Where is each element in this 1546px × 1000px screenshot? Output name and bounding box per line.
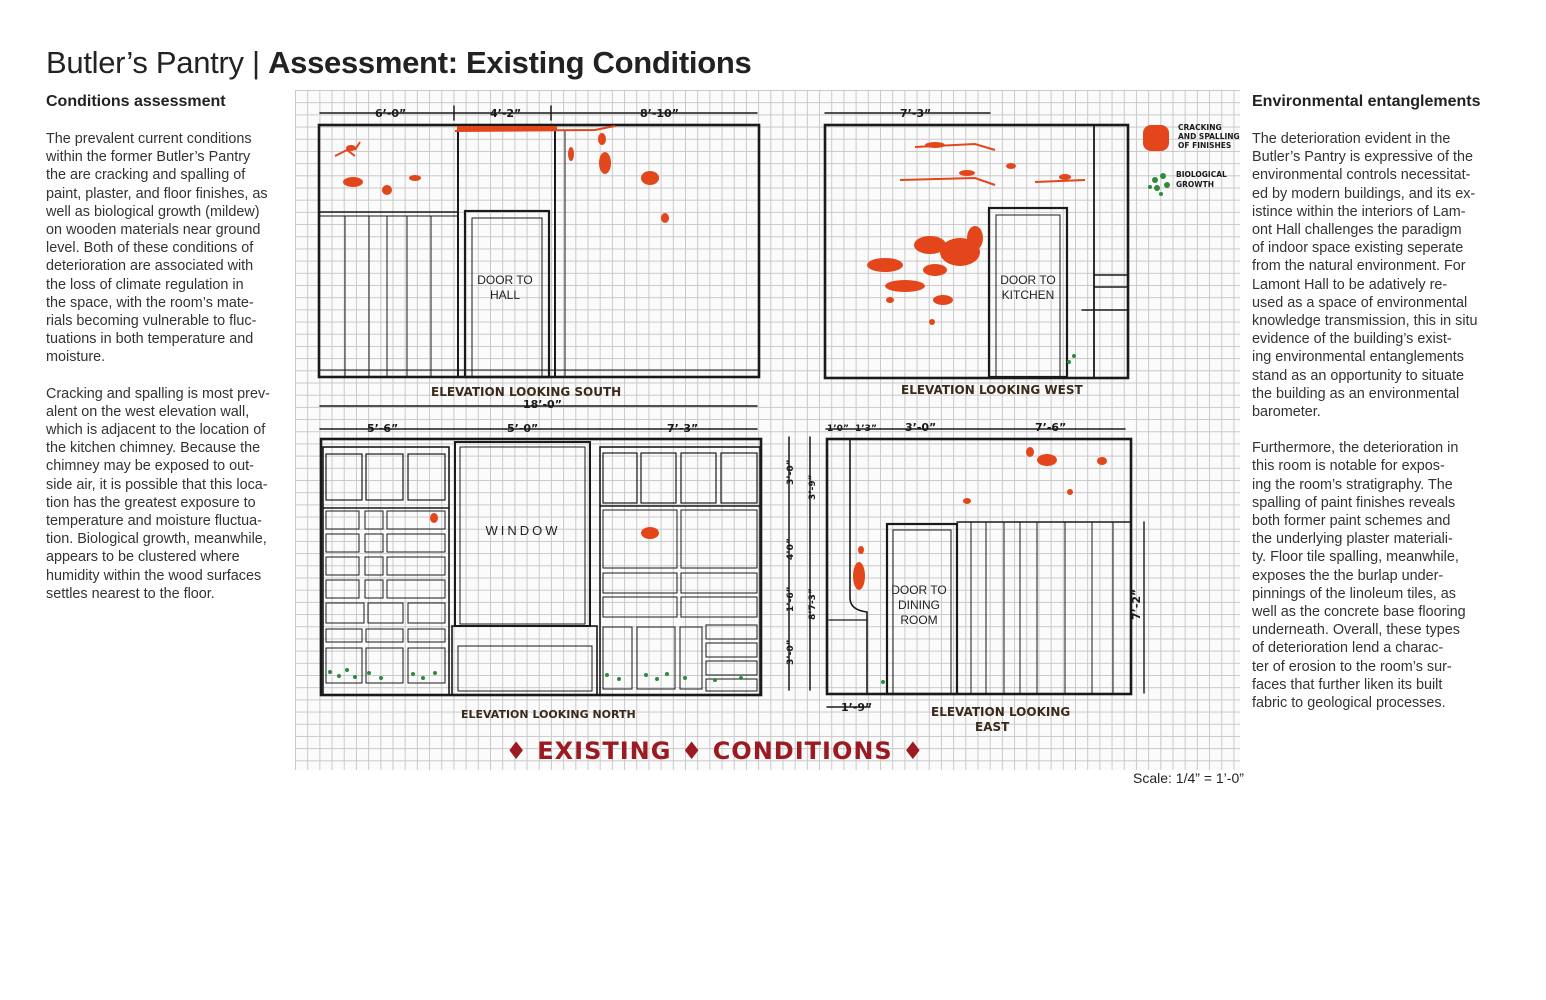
south-door-label-1: DOOR TO: [477, 273, 533, 287]
east-dim-1: 1’0”: [827, 424, 849, 434]
conditions-paragraph-2: Cracking and spalling is most prev- alent on the west elevation wall, which is adjacent to the location of the kitchen chimney. Because the chimney may be exposed to out- side air, it is possible that this loca- tion has the greatest exposure to temperature and moisture fluctua- tion. Biological growth, meanwhile, appears to be clustered where humidity within the wood surfaces settles nearest to the floor.: [46, 385, 270, 602]
north-caption: ELEVATION LOOKING NORTH: [461, 708, 636, 721]
east-dim-3: 3’-0”: [905, 421, 937, 434]
spalling-marks: [343, 125, 1169, 590]
elevation-drawing-sheet: [295, 90, 1240, 770]
south-dim-1: 6’-0”: [375, 107, 407, 120]
north-vdim-1: 3’-0”: [786, 459, 796, 485]
east-door-label-3: ROOM: [900, 613, 938, 627]
page-title: [46, 44, 751, 82]
north-vdim-6: 8’7-3”: [808, 588, 818, 620]
south-elevation: [319, 106, 759, 377]
east-door-label-1: DOOR TO: [891, 583, 947, 597]
north-dim-2: 5’-0”: [507, 422, 539, 435]
conditions-assessment-heading: Conditions assessment: [46, 93, 226, 110]
conditions-paragraph-1: The prevalent current conditions within the former Butler’s Pantry the are cracking and spalling of paint, plaster, and floor finishes, as well as biological growth (mildew) on wooden materials near ground level. Both of these conditions of deterioration are associated with the loss of climate regulation in the space, with the room’s mate- rials becoming vulnerable to fluc- tuations in both temperature and moisture.: [46, 131, 268, 366]
crack-lines: [335, 126, 1085, 185]
east-dim-6: 7’-2”: [1130, 588, 1143, 620]
east-caption-1: ELEVATION LOOKING: [931, 705, 1071, 719]
environmental-entanglements-column: [1252, 92, 1510, 730]
entanglements-paragraph-2: Furthermore, the deterioration in this room is notable for expos- ing the room’s stratigraphy. The spalling of paint finishes reveals both former paint schemes and the underlying plaster materiali- ty. Floor tile spalling, meanwhile, exposes the the burlap under- pinnings of the linoleum tiles, as well as the concrete base flooring underneath. Overall, these types of deterioration lend a charac- ter of erosion to the room’s sur- faces that further liken its built fabric to geological processes.: [1252, 440, 1466, 712]
title-section: Assessment: Existing Conditions: [268, 45, 752, 80]
west-dim-1: 7’-3”: [900, 107, 932, 120]
east-dim-2: 1’3”: [855, 424, 877, 434]
east-caption-2: EAST: [975, 720, 1010, 734]
south-door-label-2: HALL: [489, 288, 521, 302]
legend-growth-1: BIOLOGICAL: [1176, 170, 1227, 179]
west-door-label-1: DOOR TO: [1000, 273, 1056, 287]
scale-note: Scale: 1/4” = 1’-0”: [1133, 770, 1244, 786]
east-dim-4: 7’-6”: [1035, 421, 1067, 434]
south-dim-2: 4’-2”: [490, 107, 522, 120]
east-elevation: [826, 429, 1144, 707]
north-vdim-4: 3’-0”: [786, 639, 796, 665]
legend-cracking-2: AND SPALLING: [1178, 132, 1240, 141]
north-window-label: WINDOW: [485, 523, 561, 538]
north-dim-3: 7’-3”: [667, 422, 699, 435]
south-dim-3: 8’-10”: [640, 107, 679, 120]
legend-cracking-1: CRACKING: [1178, 123, 1222, 132]
north-vdim-2: 4’0”: [786, 538, 796, 560]
conditions-assessment-column: [46, 92, 296, 621]
west-caption: ELEVATION LOOKING WEST: [901, 383, 1083, 397]
legend-cracking-3: OF FINISHES: [1178, 141, 1232, 150]
west-door-label-2: KITCHEN: [1001, 288, 1055, 302]
entanglements-paragraph-1: The deterioration evident in the Butler’s Pantry is expressive of the environmental controls necessitat- ed by modern buildings, and its ex- istince within the interiors of Lam- ont Hall challenges the paradigm of indoor space existing seperate from the natural environment. For Lamont Hall to be adatively re- used as a space of environmental knowledge transmission, this in situ evidence of the building’s exist- ing environmental entanglements stand as an opportunity to situate the building as an environmental barometer.: [1252, 131, 1478, 421]
existing-conditions-banner: ♦ EXISTING ♦ CONDITIONS ♦: [505, 737, 925, 765]
north-dim-1: 5’-6”: [367, 422, 399, 435]
title-room: Butler’s Pantry |: [46, 45, 260, 80]
south-caption: ELEVATION LOOKING SOUTH: [431, 385, 622, 399]
north-elevation: [320, 406, 810, 695]
elevation-drawing: [295, 90, 1240, 770]
east-door-label-2: DINING: [898, 598, 940, 612]
environmental-entanglements-heading: Environmental entanglements: [1252, 93, 1481, 110]
east-dim-5: 1’-9”: [841, 701, 873, 714]
north-vdim-5: 3’-9”: [808, 474, 818, 500]
south-overall-dim: 18’-0”: [523, 398, 562, 411]
north-vdim-3: 1’-6”: [786, 586, 796, 612]
legend-growth-2: GROWTH: [1176, 180, 1214, 189]
